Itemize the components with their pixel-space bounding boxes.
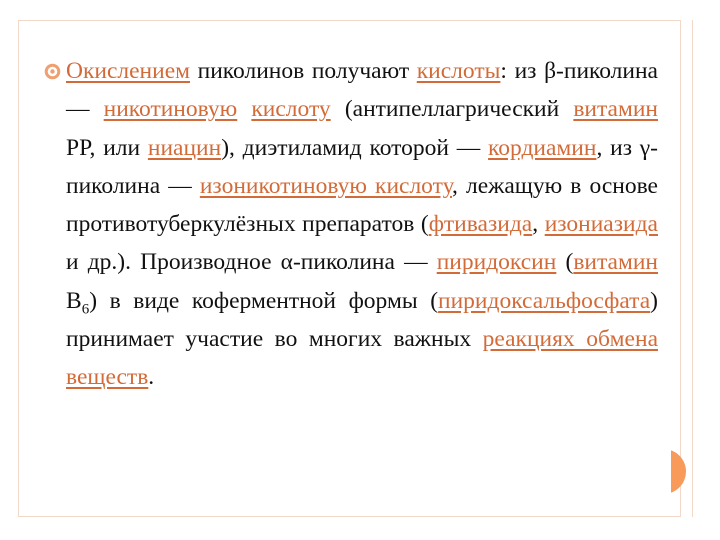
subscript-six: 6 [81,301,90,318]
link-reakcii-obmena-veshchestv[interactable]: реакциях обмена веществ [66,326,658,391]
link-kordiamin[interactable]: кордиамин [488,134,597,161]
paragraph-text: : из β-пиколина — [66,58,658,123]
paragraph-text: , из γ-пиколина — [66,134,658,199]
link-ftivazid[interactable]: фтивазида [428,211,533,238]
link-piridoksin[interactable]: пиридоксин [436,249,557,276]
paragraph-text: ), диэтиламид которой — [221,134,489,161]
paragraph-text: , лежащую в основе противотуберкулёзных препаратов ( [66,172,658,238]
paragraph-text: пиколинов получают [190,58,417,84]
link-okislenie[interactable]: Окислением [66,58,191,84]
paragraph-text: (антипеллагрический [330,96,574,123]
link-izonikotinovaya-kislota[interactable]: изоникотиновую кислоту [199,172,452,199]
paragraph-text: ) принимает участие во многих важных [66,287,658,353]
paragraph-text [237,96,251,122]
paragraph-text: ) в виде коферментной формы ( [89,287,439,314]
link-vitamin[interactable]: витамин [573,96,659,123]
link-kislotu[interactable]: кислоту [251,96,331,123]
link-nikotinovuyu[interactable]: никотиновую [103,96,238,123]
link-piridoksalfosfat[interactable]: пиридоксальфосфата [438,287,651,314]
link-izoniazid[interactable]: изониазида [544,211,658,238]
paragraph-text: . [148,364,155,391]
paragraph-text: B [66,287,82,314]
paragraph-text: и др.). Производное α-пиколина — [66,249,437,276]
link-kisloty[interactable]: кислоты [416,58,501,84]
link-vitamin-b6[interactable]: витамин [573,249,658,276]
paragraph-text: ( [556,249,574,276]
paragraph-text: , [532,211,545,238]
frame-side-line [692,20,693,517]
body-paragraph [66,52,658,397]
paragraph-text: PP, или [66,134,148,161]
circle-ring-bullet-icon [44,63,61,80]
link-niacin[interactable]: ниацин [147,134,222,161]
